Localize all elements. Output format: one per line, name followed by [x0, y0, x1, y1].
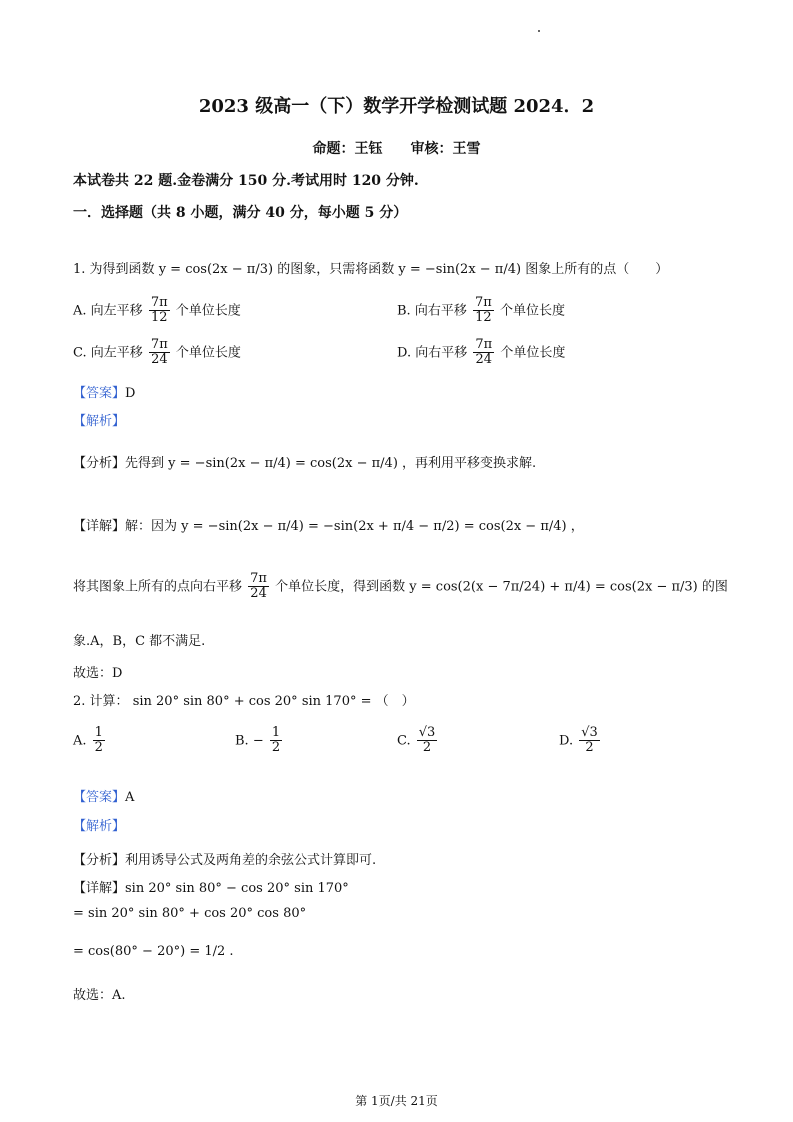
option-fraction: [579, 726, 600, 756]
xiangjie-tag: 【详解】: [73, 881, 126, 896]
option-label: B.: [235, 733, 249, 749]
section-heading: 一．选择题（共 8 小题，满分 40 分，每小题 5 分）: [73, 205, 408, 221]
fraction-numerator: √3: [581, 725, 598, 740]
q2-choice: 故选：A.: [73, 988, 126, 1003]
option-fraction: [149, 296, 170, 326]
option-fraction: [473, 296, 494, 326]
fraction-denominator: 2: [94, 740, 103, 756]
option-label: A.: [73, 733, 87, 749]
q1-func1: y = cos(2x − π/3): [158, 262, 274, 277]
option-text: 个单位长度: [500, 345, 566, 361]
option-label: C.: [73, 345, 87, 361]
q2-fenxi: [73, 849, 376, 868]
option-label: D.: [559, 733, 574, 749]
option-text: 向左平移: [90, 345, 143, 361]
fenxi-text: 利用诱导公式及两角差的余弦公式计算即可.: [125, 853, 377, 868]
option-fraction: [473, 338, 494, 368]
q1-func2: y = −sin(2x − π/4): [398, 262, 522, 277]
shift-math: y = cos(2(x − 7π/24) + π/4) = cos(2x − π/3): [409, 579, 698, 595]
q1-suffix: 图象上所有的点（ ）: [525, 262, 669, 277]
xiangjie-step1: sin 20° sin 80° − cos 20° sin 170°: [125, 881, 349, 896]
option-fraction: [417, 726, 438, 756]
fraction-numerator: 1: [271, 725, 281, 740]
q2-option-c[interactable]: [397, 726, 439, 756]
q1-answer: [73, 382, 135, 401]
answer-tag: 【答案】: [73, 386, 126, 401]
option-text: 向左平移: [90, 303, 143, 319]
q1-fenxi: [73, 452, 536, 471]
fraction-numerator: √3: [418, 725, 436, 740]
fraction-numerator: 1: [94, 725, 103, 740]
xiangjie-tag: 【详解】: [73, 519, 126, 534]
fenxi-tag: 【分析】: [73, 853, 126, 868]
fraction-denominator: 12: [150, 310, 168, 326]
option-fraction: [149, 338, 170, 368]
shift-text: 的图: [701, 579, 728, 595]
option-label: A.: [73, 303, 87, 319]
fenxi-tag: 【分析】: [73, 456, 126, 471]
option-text: 个单位长度: [175, 303, 241, 319]
authors-line: 命题：王钰 审核：王雪: [312, 141, 481, 157]
q1-mid: 的图象，只需将函数: [277, 262, 395, 277]
fenxi-text: ，再利用平移变换求解.: [402, 456, 537, 471]
q1-option-d[interactable]: [397, 338, 565, 368]
q1-line2: 象.A，B，C 都不满足.: [73, 634, 206, 649]
fraction-numerator: 7π: [250, 571, 267, 586]
fraction-numerator: 7π: [150, 337, 168, 352]
fenxi-text: 先得到: [125, 456, 165, 471]
q1-prefix: 1. 为得到函数: [73, 262, 155, 277]
option-text: 个单位长度: [499, 303, 565, 319]
xiangjie-text: ，: [570, 519, 584, 534]
page-footer: 第 1页/共 21页: [355, 1094, 438, 1108]
q1-xiangjie: [73, 515, 584, 534]
q2-option-b[interactable]: [235, 726, 284, 756]
fraction-numerator: 7π: [474, 295, 492, 310]
q1-option-c[interactable]: [73, 338, 241, 368]
q1-choice: 故选：D: [73, 666, 123, 681]
q1-option-b[interactable]: [397, 296, 565, 326]
q2-math: sin 20° sin 80° + cos 20° sin 170° =: [132, 694, 372, 709]
shift-text: 将其图象上所有的点向右平移: [73, 579, 243, 595]
fraction-numerator: 7π: [475, 337, 493, 352]
fraction-denominator: 24: [475, 352, 493, 368]
answer-value: A: [125, 790, 135, 805]
option-fraction: [93, 726, 105, 756]
option-fraction: [270, 726, 282, 756]
q2-option-a[interactable]: [73, 726, 107, 756]
fenxi-math: y = −sin(2x − π/4) = cos(2x − π/4): [168, 456, 398, 471]
fraction-denominator: 12: [475, 310, 492, 326]
q2-prompt: [73, 690, 415, 709]
option-label: D.: [397, 345, 412, 361]
q1-shift-line: [73, 572, 728, 602]
shift-text: 个单位长度，得到函数: [275, 579, 406, 595]
q2-analysis-tag: 【解析】: [73, 819, 126, 834]
fraction-denominator: 2: [585, 740, 594, 756]
q2-xiangjie: [73, 877, 349, 896]
shift-fraction: [248, 572, 269, 602]
fraction-denominator: 24: [151, 352, 168, 368]
fraction-numerator: 7π: [150, 295, 168, 310]
answer-value: D: [125, 386, 136, 401]
q1-analysis-tag: 【解析】: [73, 414, 126, 429]
q2-step3: = cos(80° − 20°) = 1/2 .: [73, 944, 234, 959]
xiangjie-math: y = −sin(2x − π/4) = −sin(2x + π/4 − π/2) = cos(2x − π/4): [181, 519, 567, 534]
q1-option-a[interactable]: [73, 296, 241, 326]
page-title: 2023 级高一（下）数学开学检测试题 2024．2: [198, 96, 595, 117]
q2-step2: = sin 20° sin 80° + cos 20° cos 80°: [73, 906, 307, 921]
option-text: 向右平移: [414, 303, 467, 319]
q2-suffix: （ ）: [375, 694, 415, 709]
answer-tag: 【答案】: [73, 790, 126, 805]
q2-prefix: 2. 计算：: [73, 694, 129, 709]
fraction-denominator: 2: [271, 740, 281, 756]
fraction-denominator: 24: [250, 586, 267, 602]
exam-intro: 本试卷共 22 题.金卷满分 150 分.考试用时 120 分钟.: [73, 173, 419, 189]
option-sign: −: [252, 733, 264, 749]
scan-dot: [538, 30, 540, 32]
option-label: B.: [397, 303, 411, 319]
option-text: 个单位长度: [175, 345, 241, 361]
fraction-denominator: 2: [422, 740, 432, 756]
q2-answer: [73, 786, 134, 805]
option-label: C.: [397, 733, 411, 749]
xiangjie-text: 解：因为: [125, 519, 178, 534]
option-text: 向右平移: [415, 345, 468, 361]
q2-option-d[interactable]: [559, 726, 602, 756]
q1-prompt: [73, 258, 668, 277]
